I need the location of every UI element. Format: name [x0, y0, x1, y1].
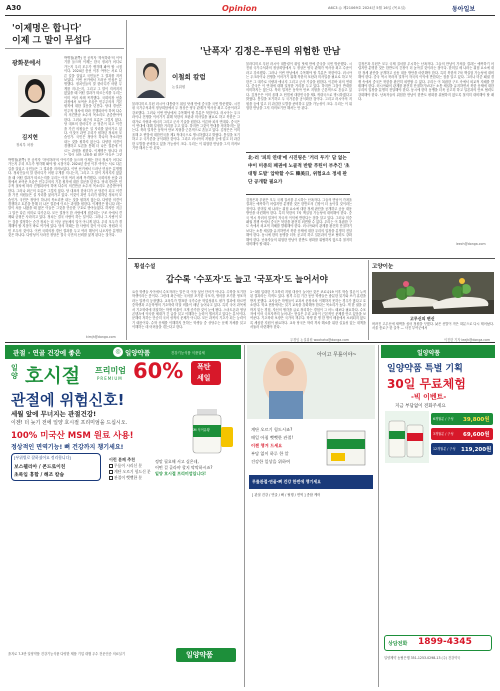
col4-caption-title: 고무신의 변신 — [410, 316, 435, 321]
col2-pullquote: 北-러 '피의 연대'에 시진핑은 '거리 두기' 답 없는 中이 미중의 패권에 노골적 반발 푸틴이 부추긴 '초대형 도발' 압박할 수도 韓美日, 위험요소 정세 판단 공개할 필요가 — [248, 156, 350, 185]
brand-mark-icon: ◎ — [113, 347, 123, 357]
ad-left-bubble-top: [부위별로 잘하셨어요 정리합니다] — [14, 455, 71, 460]
col4-credit: 이진한 기자 leejh@donga.com — [444, 338, 491, 342]
ad-divider-v2 — [378, 345, 379, 687]
ad-mid-text1: 계단 오르기 힘드시죠? — [251, 427, 293, 432]
portrait-icon — [136, 58, 166, 98]
ad-mid-banner2: [ 관절 건강 / 연골 / 뼈 / 혈행 / 면역 ] 종합 케어 — [252, 493, 321, 497]
col2-author-photo — [136, 58, 166, 98]
ad-left[interactable] — [5, 345, 241, 687]
col2-body-a-cont: 블라디미르 푸틴 러시아 대통령이 취임 닷새 만에 중국을 국빈 방문했다. 시진핑 국가주석과의 정상회담에서 두 정상은 양국 관계가 역사상 최고 수준이라고 강조했다. 그러나 이번 만남에서 주목해야 할 부분은 북한이다. 러시아는 우크라이나 전쟁을 이어가기 위해 북한의 포탄과 미사일을 필요로 하고 북한은 그 대가로 식량과 에너지 그리고 군사 기술을 원한다. 이른바 피의 연대다. 중국은 이 연대에 대해 일정한 거리를 두고 있다. 하지만 그것이 반대를 의미하지는 않는다. 북러 밀착은 동북아 안보 지형을 근본적으로 흔들고 있다. 김정은은 이미 올해 초 헌법에 대한민국을 제1 적대국으로 명시하겠다고 밝혔다. 통일을 포기하고 두 국가론을 공식화한 것이다. 그리고 러시아의 지원을 등에 업고 더 과감한 도발을 준비하고 있을 가능성이 크다. 우리는 이 위험한 만남을 그저 지켜보기만 해서는 안 된다. — [246, 62, 352, 111]
col2-title: '난폭자' 김정은-푸틴의 위험한 만남 — [200, 47, 341, 57]
ad-right-phone[interactable]: 1899-4345 — [418, 637, 472, 647]
price-row-2-label: 12개월분 / 구성 — [433, 447, 456, 451]
header-rule — [5, 15, 495, 16]
col2-body-b: 김정은과 푸틴은 모두 국제 질서를 무시하는 난폭자다. 그들의 만남이 가져올 결과는 예측하기 어렵지만 분명한 것은 한반도의 긴장이 더 높아질 것이라는 점이다. 한미일 세 나라는 위험 요소에 대한 정세 판단을 공개하고 공동 대응 방안을 마련해야 한다. 특히 북한의 7차 핵실험 가능성에 대비해야 한다. 중국 역시 북러의 밀착이 자국의 이익에 반한다는 점을 알고 있다. 그러나 미중 패권 경쟁 속에서 중국은 북한을 완전히 외면할 수 없다. 우리는 이 복잡한 구도 속에서 외교적 지혜를 발휘해야 한다. 러시아와의 관계를 완전히 단절하기보다는 소통 채널을 유지하면서 북한 문제에 대한 우리의 입장을 분명히 전달해야 한다. 동시에 한미 동맹을 더욱 공고히 하고 일본과의 안보 협력도 강화해야 한다. 난폭자들의 위험한 만남이 한반도 평화를 위협하지 않도록 철저히 대비해야 할 때다. — [246, 198, 352, 247]
check-label: 계단 오르기 힘드신 분 — [114, 469, 151, 474]
ad-left-line3: 100% 미국산 MSM 원료 사용! — [11, 431, 134, 441]
ad-left-msm: MSM 식이유황 — [189, 428, 210, 432]
ad-left-percent: 60% — [133, 359, 184, 383]
ad-left-aside3: 일양 호시절 프리미엄입니다! — [155, 471, 206, 476]
price-row-2-price: 119,200원 — [461, 447, 492, 453]
ad-right-notice: 지금 부담없이 전화주세요 — [395, 404, 446, 409]
ad-divider-v1 — [244, 345, 245, 687]
col2-body-c: 김정은과 푸틴은 모두 국제 질서를 무시하는 난폭자다. 그들의 만남이 가져올 결과는 예측하기 어렵지만 분명한 것은 한반도의 긴장이 더 높아질 것이라는 점이다. 한미일 세 나라는 위험 요소에 대한 정세 판단을 공개하고 공동 대응 방안을 마련해야 한다. 특히 북한의 7차 핵실험 가능성에 대비해야 한다. 중국 역시 북러의 밀착이 자국의 이익에 반한다는 점을 알고 있다. 그러나 미중 패권 경쟁 속에서 중국은 북한을 완전히 외면할 수 없다. 우리는 이 복잡한 구도 속에서 외교적 지혜를 발휘해야 한다. 러시아와의 관계를 완전히 단절하기보다는 소통 채널을 유지하면서 북한 문제에 대한 우리의 입장을 분명히 전달해야 한다. 동시에 한미 동맹을 더욱 공고히 하고 일본과의 안보 협력도 강화해야 한다. 난폭자들의 위험한 만남이 한반도 평화를 위협하지 않도록 철저히 대비해야 할 때다. — [358, 62, 494, 102]
price-row-0-price: 39,800원 — [463, 417, 490, 423]
col3-title: 갑수록 '수포자'도 늘고 '국포자'도 늘어서야 — [166, 275, 328, 285]
ad-right-products — [385, 411, 429, 463]
pullquote-rule-bottom — [246, 194, 350, 195]
section-title: Opinion — [222, 4, 257, 13]
ad-mid-banner-text: 무릎관절·연골·뼈 건강 한번에 챙기세요 — [252, 479, 322, 484]
product-box-icon — [323, 425, 369, 469]
col-divider-1 — [126, 20, 127, 340]
ad-left-sale-bottom: 세일 — [197, 374, 211, 382]
ad-right-call-label: 상담전화 — [388, 641, 408, 647]
ad-mid-joint-title: 아이고 무릎이야~ — [317, 352, 357, 358]
ad-left-headline: 관절에 위험신호! — [11, 391, 125, 409]
ad-left-title-prefix: 일양 — [11, 364, 18, 380]
ad-right-brand: 일양약품 — [417, 350, 441, 357]
col1-author-title: 정치부 차장 — [16, 143, 34, 147]
ad-right-event: -빅 이벤트- — [411, 393, 447, 401]
checkbox-icon — [109, 464, 113, 468]
col1-body: 박병철(왼쪽) 전 공직자 '착석하라'의 이야기를 들으며 이제는 한국 정치가 어디로 가는지 우리 모두가 생각해 봐야 할 시점이다. 2024년 총선 이후 여야는 서로 다른 길을 걸었고 국민들은 그 결과를 지켜보았다. 이번 선거에서 드러난 민심은 분명했다. 정치인들의 말 한마디가 어떤 무게를 지니는지, 그리고 그 말이 지켜지지 않았을 때 어떤 결과가 따르는지를 우리는 이미 여러 차례 목격했다. 국회의장 선출 과정에서 보여준 모습은 민주주의의 기본 원칙에 대한 질문을 던진다. 당내 경선은 민주적 절차에 따라 진행되어야 하며 다수의 의견만큼 소수의 목소리도 존중받아야 한다. 그러나 최근의 흐름은 그렇지 않다. 당 대표의 한마디가 곧 당론이 되고 이견을 가진 의원들은 설 자리를 잃어가고 있다. 이것이 과연 우리가 원하던 정치의 모습인가. 국민은 정당이 하나의 목소리만 내는 것을 원하지 않는다. 다양한 의견이 경쟁하고 토론을 통해 더 나은 결론에 이르는 과정을 원한다. 이제명은 합니다 라는 말이 처음 나왔을 때 많은 이들은 그것을 단순한 구호로 받아들였다. 하지만 지금 그 말은 다른 의미로 다가온다. 모든 결정이 한 사람에게 집중되는 구조 속에서 견제와 균형은 사라지고 있다. 정치는 결국 사람이 하는 일이다. 그러나 그 사람이 모든 것을 결정하는 순간 정치는 더 이상 공동체의 일이 아니게 된다. 우리 모두가 경계해야 할 지점이 바로 여기에 있다. 당의 미래는 한 사람의 것이 아니다. 당원과 국민 모두의 것이다. 이번 국회의장 경선 결과를 두고 여러 해석이 나오지만 분명한 것은 하나다. 다양성이 사라진 정당은 결국 국민의 신뢰를 잃게 된다는 것이다. — [8, 158, 122, 237]
col1-body-top: 박병철(왼쪽) 전 공직자 '착석하라'의 이야기를 들으며 이제는 한국 정치가 어디로 가는지 우리 모두가 생각해 봐야 할 시점이다. 2024년 총선 이후 여야는 서로 다른 길을 걸었고 국민들은 그 결과를 지켜보았다. 이번 선거에서 드러난 민심은 분명했다. 정치인들의 말 한마디가 어떤 무게를 지니는지, 그리고 그 말이 지켜지지 않았을 때 어떤 결과가 따르는지를 우리는 이미 여러 차례 목격했다. 국회의장 선출 과정에서 보여준 모습은 민주주의의 기본 원칙에 대한 질문을 던진다. 당내 경선은 민주적 절차에 따라 진행되어야 하며 다수의 의견만큼 소수의 목소리도 존중받아야 한다. 그러나 최근의 흐름은 그렇지 않다. 당 대표의 한마디가 곧 당론이 되고 이견을 가진 의원들은 설 자리를 잃어가고 있다. 이것이 과연 우리가 원하던 정치의 모습인가. 국민은 정당이 하나의 목소리만 내는 것을 원하지 않는다. 다양한 의견이 경쟁하고 토론을 통해 더 나은 결론에 이르는 과정을 원한다. 이제명은 합니다 라는 말이 처음 나왔을 때 많은 이들은 그것 — [64, 56, 122, 156]
ad-left-topline: 관절 · 연골 건강에 좋은 — [13, 349, 82, 357]
ad-left-title-suffix: 프리미엄 — [95, 366, 126, 375]
col-divider-3 — [368, 260, 369, 340]
pullquote-rule-top — [246, 152, 350, 153]
col1-title-rule — [5, 48, 124, 49]
ad-left-subbrand: 건강기능식품 식품업체 — [171, 351, 205, 355]
ad-mid-text2: 매일 아침 뻣뻣한 관절! — [251, 435, 294, 440]
col3-body-a: 요즘 학생들 사이에서 수포자라는 말은 더 이상 낯선 단어가 아니다. 수학을 포기한 학생이라는 뜻이다. 그런데 최근에는 국어를 포기한 국포자, 영어를 포기한 영포자라는 말까지 등장했다. 교육부가 발표한 국가수준 학업성취도 평가 결과에 따르면 중학생과 고등학생의 기초학력 미달 비율이 매년 늘어나고 있다. 특히 국어 과목에서 기초학력에 미달하는 학생 비율이 크게 증가한 것이 눈에 띈다. 스마트폰과 영상 콘텐츠에 익숙한 세대가 긴 글을 읽고 이해하는 능력이 떨어지고 있다는 분석이다. 문해력 저하는 단순히 국어 성적의 문제가 아니다. 모든 과목의 기초가 되는 능력이기 때문이다. 수학 문제를 이해하지 못하는 학생들 중 상당수는 문제 자체를 읽고 이해하는 데 어려움을 겪는다고 한다. — [132, 290, 246, 330]
checkbox-icon — [109, 470, 113, 474]
ad-left-aside1: 정말 필요해 서고 싶은데, — [155, 459, 199, 464]
check-label: 무릎이 시리신 분 — [114, 463, 143, 468]
shoe-planter-photo — [372, 272, 494, 314]
col3-author: 우경임 논설위원 woohaha@donga.com — [290, 338, 350, 342]
col2-author-title: 논설위원 — [172, 85, 186, 89]
col3-body-b: 1~3월 입대한 기초학력 지원 대상이 늘어난 것은 코로나19 이후 학습 결손이 누적된 결과라는 지적도 있다. 원격 수업 기간 동안 학생들은 충분한 읽기와 쓰기 훈련을 받지 못했다. 교사들은 학생들이 교과서 문장조차 이해하지 못하는 경우가 많다고 호소한다. 학교 현장에서는 읽기 교육을 강화해야 한다는 목소리가 높다. 책 한 권을 끝까지 읽는 경험, 자신의 생각을 글로 정리하는 경험이 그 어느 때보다 필요하다. 수포자에 이어 국포자까지 늘어나는 현실은 우리 교육이 근본적인 문제를 안고 있음을 보여준다. 기초학력 보장은 국가의 책무다. 학생 한 명 한 명이 배움에서 소외되지 않도록 세심한 지원이 필요하다. 교육 당국은 학력 격차 해소를 위한 실효성 있는 대책을 서둘러 마련해야 한다. — [250, 290, 366, 330]
col4-section-label: 고양이눈 — [372, 264, 394, 270]
col1-author-name: 김지현 — [22, 135, 38, 141]
ad-left-sale-top: 폭탄 — [197, 363, 211, 371]
product-bottles-icon — [385, 411, 429, 463]
ad-mid-text5: 건강한 일상을 위하여 — [251, 459, 291, 464]
newspaper-logo: 동아일보 — [452, 6, 476, 13]
ad-divider — [5, 342, 495, 343]
checkbox-icon — [109, 476, 113, 480]
ad-left-bubble-r: 초록입 홍합 / 해조 칼슘 — [14, 473, 65, 478]
ad-left-line1: 세월 앞에 무너지는 관절건강! — [11, 410, 97, 418]
ad-left-aside2: 어떤 걸 골라야 할지 막막하시죠? — [155, 465, 213, 470]
col4-photo — [372, 272, 494, 314]
page-number: A30 — [6, 4, 22, 12]
check-label: 관절이 뻣뻣한 분 — [114, 475, 143, 480]
col2-body-a: 블라디미르 푸틴 러시아 대통령이 취임 닷새 만에 중국을 국빈 방문했다. 시진핑 국가주석과의 정상회담에서 두 정상은 양국 관계가 역사상 최고 수준이라고 강조했다. 그러나 이번 만남에서 주목해야 할 부분은 북한이다. 러시아는 우크라이나 전쟁을 이어가기 위해 북한의 포탄과 미사일을 필요로 하고 북한은 그 대가로 식량과 에너지 그리고 군사 기술을 원한다. 이른바 피의 연대다. 중국은 이 연대에 대해 일정한 거리를 두고 있다. 하지만 그것이 반대를 의미하지는 않는다. 북러 밀착은 동북아 안보 지형을 근본적으로 흔들고 있다. 김정은은 이미 올해 초 헌법에 대한민국을 제1 적대국으로 명시하겠다고 밝혔다. 통일을 포기하고 두 국가론을 공식화한 것이다. 그리고 러시아의 지원을 등에 업고 더 과감한 도발을 준비하고 있을 가능성이 크다. 우리는 이 위험한 만남을 그저 지켜보기만 해서는 안 된다. — [132, 102, 240, 151]
col4-caption: 버려진 고무신에 새싹을 심어 정원을 꾸몄다. 낡은 신발이 작은 화분으로 다시 태어났다. 서울 종로구 한 골목 — 사진 부여군에서 — [372, 322, 494, 331]
ad-left-line4: 정상적인 면역기능! 뼈 건강까지 챙기세요! — [11, 444, 124, 451]
issue-date: A6C3 ◎ 제21069호 2024년 5월 16일 (목요일) — [328, 6, 406, 10]
col1-title-line2: 이제 그 말이 무섭다 — [12, 36, 91, 46]
ad-left-title: 호시절 — [25, 365, 81, 387]
col1-email: kimjh@donga.com — [86, 335, 116, 339]
col1-title-line1: '이제명은 합니다' — [12, 24, 82, 34]
ad-left-footer: 을지로 7-3만 일양약품 건강기능식품 다양한 제품 기업 대행 우수 전문인증 의료실기 — [8, 652, 125, 656]
ad-left-line2: 이젠! 더 늦기 전에 일양 호시절 프리미엄을 드십시오. — [11, 420, 128, 426]
ad-right-address: 일양제약 농협은행 351-1253-0298-13 (주) 건강약국 — [384, 656, 461, 660]
ad-right-days: 30일 무료체험 — [387, 377, 466, 391]
ad-mid-text4: 부담 없이 하루 한 알 — [251, 451, 289, 456]
portrait-icon — [18, 75, 52, 117]
col2-email: leech@donga.com — [456, 242, 486, 246]
col1-author-photo — [18, 75, 52, 117]
price-row-0-label: 6개월분 / 구성 — [433, 417, 454, 421]
ad-left-bubble-l: 보스웰리아 / 콘드로이친 — [14, 465, 66, 470]
price-row-1-price: 69,600원 — [463, 432, 490, 438]
price-row-1-label: 3개월분 / 구성 — [433, 432, 454, 436]
ad-left-check-2 — [109, 475, 142, 481]
ad-mid[interactable] — [247, 345, 375, 687]
col3-section-label: 횡설수설 — [134, 264, 156, 270]
ad-mid-text3: 이젠 챙겨 드세요 — [251, 443, 283, 448]
col1-section-label: 광화문에서 — [12, 60, 41, 67]
mid-rule — [128, 258, 495, 259]
col2-column-name: 이철희 칼럼 — [172, 73, 206, 81]
ad-right-title: 일양약품 특별 기획 — [387, 364, 463, 374]
ad-left-brand: 일양약품 — [125, 349, 151, 357]
ad-left-footer-brand: 일양약품 — [186, 651, 214, 659]
ad-left-premium: PREMIUM — [97, 376, 123, 381]
ad-left-check-title: 이런 분께 추천 — [109, 457, 135, 462]
